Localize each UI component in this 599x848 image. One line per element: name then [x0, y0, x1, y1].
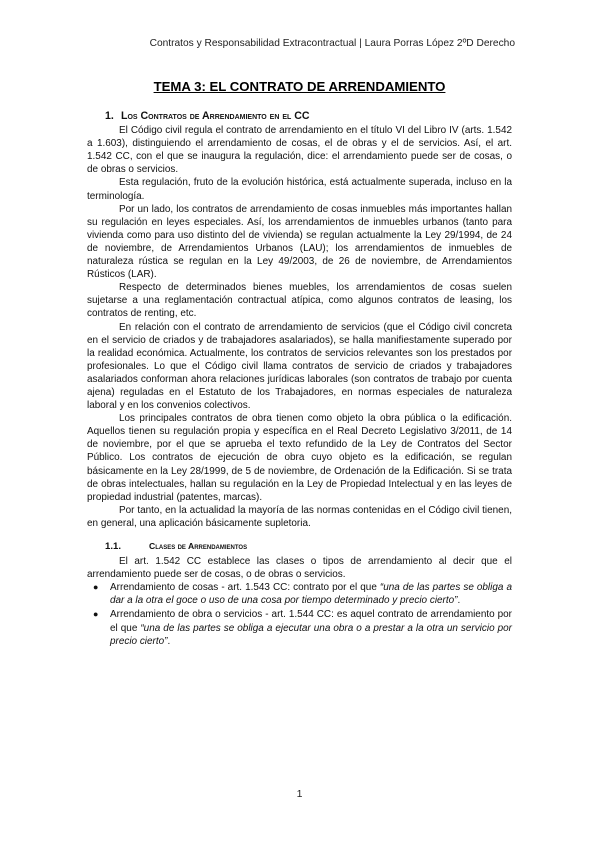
subsection-number: 1.1. — [105, 541, 122, 552]
section-number: 1. — [105, 110, 114, 122]
paragraph: Esta regulación, fruto de la evolución histórica, está actualmente superada, incluso en la terminología. — [87, 177, 512, 202]
bullet-list — [87, 581, 512, 647]
list-item — [87, 581, 512, 607]
list-item — [87, 608, 512, 647]
paragraph: Por un lado, los contratos de arrendamiento de cosas inmuebles más importantes hallan su regulación en leyes especiales. Así, los arrendamientos de inmuebles urbanos (tanto para vivienda como para uso distinto del de vivienda) se regulan actualmente la Ley 29/1994, de 24 de noviembre, de Arrendamientos Urbanos (LAU); los arrendamientos de inmuebles de naturaleza rústica se regulan en la Ley 49/2003, de 26 de noviembre, de Arrendamientos Rústicos (LAR). — [87, 203, 512, 281]
section-title: Los Contratos de Arrendamiento en el CC — [121, 110, 310, 122]
list-item-end: . — [167, 635, 171, 647]
paragraph: En relación con el contrato de arrendamiento de servicios (que el Código civil concreta en el servicio de criados y de trabajadores asalariados), se halla manifiestamente superado por la realidad económica. Actualmente, los contratos de servicios relevantes son los prestados por profesionales. Lo que el Código civil llama contratos de servicio de criados y trabajadores asalariados conforman ahora relaciones jurídicas laborales (son contratos de trabajo por cuenta ajena) reguladas en el Estatuto de los Trabajadores, en normas especiales de naturaleza laboral y en los convenios colectivos. — [87, 321, 512, 412]
subsection-title: Clases de Arrendamientos — [149, 541, 248, 551]
list-item-quote: “una de las partes se obliga a dar a la otra el goce o uso de una cosa por tiempo determinado y precio cierto” — [110, 582, 512, 607]
paragraph: Respecto de determinados bienes muebles, los arrendamientos de cosas suelen sujetarse a una reglamentación contractual atípica, como algunos contratos de leasing, los contratos de renting, etc. — [87, 282, 512, 320]
bullet-icon: ● — [93, 582, 99, 593]
page-number: 1 — [296, 788, 303, 800]
document-body — [87, 110, 512, 649]
list-item-text: Arrendamiento de cosas - art. 1.543 CC: contrato por el que — [110, 582, 380, 594]
document-title: TEMA 3: EL CONTRATO DE ARRENDAMIENTO — [153, 79, 446, 94]
paragraph: Por tanto, en la actualidad la mayoría de las normas contenidas en el Código civil tienen, en general, una aplicación básicamente supletoria. — [87, 504, 512, 529]
list-item-quote: “una de las partes se obliga a ejecutar una obra o a prestar a la otra un servicio por precio cierto” — [110, 622, 512, 647]
bullet-icon: ● — [93, 609, 99, 620]
paragraph: El Código civil regula el contrato de arrendamiento en el título VI del Libro IV (arts. 1.542 a 1.603), distinguiendo el arrendamiento de cosas, el de obras y el de servicios. Así, el art. 1.542 CC, con el que se inaugura la regulación, dice: el arrendamiento puede ser de cosas, o de obras o servicios. — [87, 125, 512, 176]
paragraph: Los principales contratos de obra tienen como objeto la obra pública o la edificación. Aquellos tienen su regulación propia y específica en el Real Decreto Legislativo 3/2011, de 14 de noviembre, por el que se aprueba el texto refundido de la Ley de Contratos del Sector Público. Los contratos de ejecución de obra cuyo objeto es la edificación, se regulan básicamente en la Ley 28/1999, de 5 de noviembre, de Ordenación de la Edificación. Si se trata de obras intelectuales, hallan su regulación en la Ley de Propiedad Intelectual y en las leyes de propiedad industrial (patentes, marcas). — [87, 413, 512, 503]
subsection-heading — [105, 540, 512, 553]
page-header: Contratos y Responsabilidad Extracontractual | Laura Porras López 2ºD Derecho — [149, 38, 515, 49]
list-item-end: . — [457, 595, 461, 607]
list-item-text: Arrendamiento de obra o servicios - art. 1.544 CC: es aquel contrato de arrendamiento por el que — [110, 609, 512, 634]
section-heading — [105, 110, 512, 123]
paragraph: El art. 1.542 CC establece las clases o tipos de arrendamiento al decir que el arrendamiento puede ser de cosas, o de obras o servicios. — [87, 556, 512, 581]
